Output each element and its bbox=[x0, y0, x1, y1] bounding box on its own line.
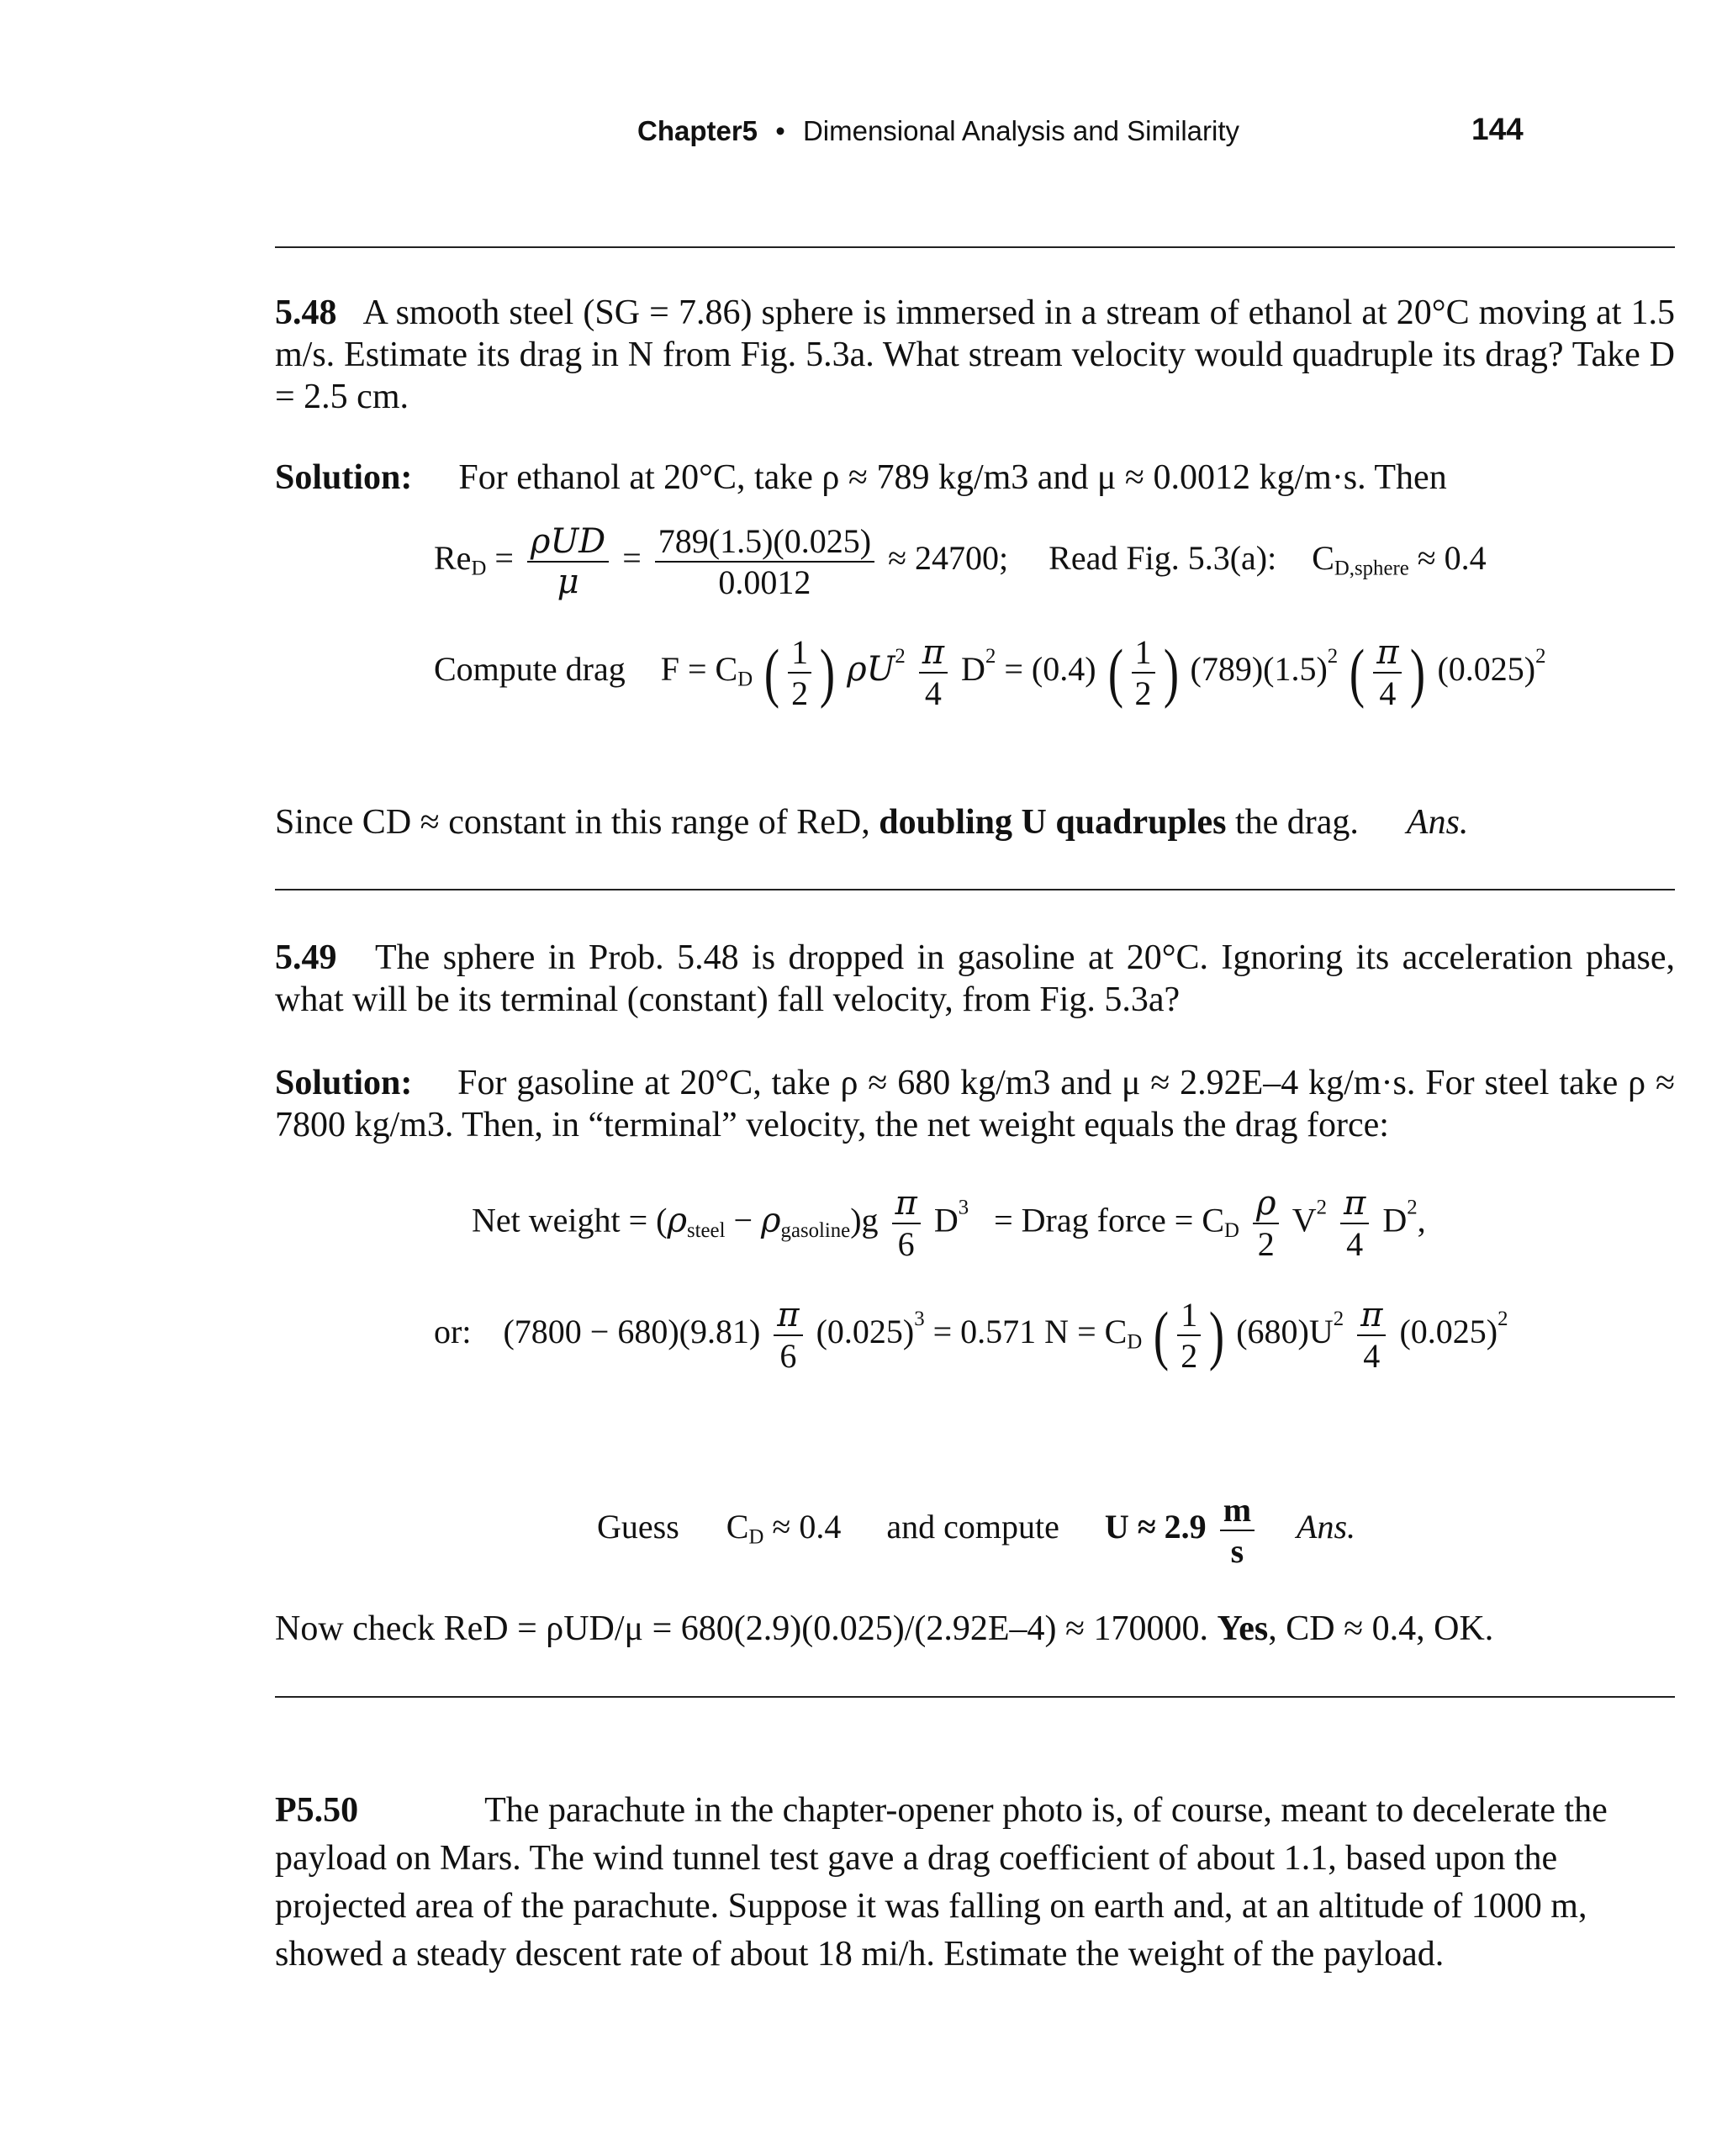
frac-num: ρUD bbox=[527, 522, 609, 563]
frac-den: μ bbox=[557, 563, 579, 601]
fraction-pi-4 bbox=[919, 633, 948, 713]
problem-5-48-statement bbox=[275, 292, 1675, 418]
fraction-values bbox=[655, 521, 874, 602]
problem-text: The sphere in Prob. 5.48 is dropped in gasoline at 20°C. Ignoring its acceleration phase, what will be its terminal (constant) fall velocity, from Fig. 5.3a? bbox=[275, 938, 1675, 1019]
problem-number: 5.48 bbox=[275, 293, 337, 332]
fraction-rho-2 bbox=[1253, 1184, 1280, 1264]
frac-den: 2 bbox=[1257, 1225, 1275, 1263]
fraction-half bbox=[1177, 1295, 1201, 1376]
net-weight-equation: Net weight = $(\rho_{steel} - \rho_{gasoline})g$ $\frac{\pi}{6}$ $D^3$ = Drag force = $C_D$ $\frac{\rho}{2}$ $V^2$ $\frac{\pi}{4}$ $D^2$, bbox=[472, 1184, 1426, 1263]
rho-symbol: ρ bbox=[761, 1201, 781, 1240]
answer-label: Ans. bbox=[1297, 1508, 1356, 1546]
fraction-pi-4 bbox=[1340, 1184, 1369, 1264]
cd-symbol: C bbox=[726, 1508, 749, 1546]
cd-value: ≈ 0.4 bbox=[1417, 539, 1487, 578]
conclusion-post: the drag. bbox=[1234, 803, 1359, 842]
frac-num: π bbox=[1373, 633, 1402, 674]
frac-den: 4 bbox=[1346, 1225, 1364, 1263]
check-post: , CD ≈ 0.4, OK. bbox=[1268, 1609, 1494, 1648]
rho-symbol: ρ bbox=[667, 1201, 688, 1240]
frac-den: 0.0012 bbox=[718, 563, 811, 601]
answer-label: Ans. bbox=[1406, 803, 1469, 842]
check-line bbox=[275, 1608, 1493, 1650]
drag-values: (789)(1.5) bbox=[1190, 650, 1328, 689]
solution-text: For gasoline at 20°C, take ρ ≈ 680 kg/m3 and μ ≈ 2.92E–4 kg/m·s. For steel take ρ ≈ 7800 kg/m3. Then, in “terminal” velocity, the net weight equals the drag force: bbox=[275, 1064, 1676, 1144]
rho-u: ρU bbox=[847, 650, 895, 690]
frac-den: 2 bbox=[791, 674, 809, 712]
problem-text: A smooth steel (SG = 7.86) sphere is immersed in a stream of ethanol at 20°C moving at 1.5 m/s. Estimate its drag in N from Fig. 5.3a. What stream velocity would quadruple its drag? Take D = 2.5 cm. bbox=[275, 293, 1676, 416]
read-fig: Read Fig. 5.3(a): bbox=[1049, 539, 1277, 578]
minus-sign: − bbox=[733, 1201, 753, 1239]
or-label: or: bbox=[434, 1313, 472, 1351]
cd-value: = (0.4) bbox=[1004, 650, 1096, 689]
or-mid: (0.025) bbox=[816, 1313, 915, 1351]
fraction-pi-6 bbox=[892, 1184, 921, 1264]
diameter-value: (0.025) bbox=[1437, 650, 1536, 689]
frac-num: 789(1.5)(0.025) bbox=[655, 521, 874, 563]
d-sub: D bbox=[1224, 1218, 1239, 1242]
or-equals: = 0.571 N = C bbox=[932, 1313, 1128, 1351]
frac-den: 4 bbox=[1363, 1336, 1381, 1375]
d-sub: D bbox=[1127, 1330, 1143, 1354]
reynolds-equation: $Re_D$ = $\frac{\text{ρUD}}{\mu}$ = $\frac{789(1.5)(0.025)}{0.0012}$ ≈ 24700; Read Fig. 5.3(a): $C_{D,sphere} \approx 0.4$ bbox=[434, 522, 1487, 601]
divider bbox=[275, 1696, 1675, 1698]
frac-num: 1 bbox=[1177, 1295, 1201, 1336]
velocity: V bbox=[1292, 1201, 1317, 1239]
problem-number: 5.49 bbox=[275, 938, 337, 977]
frac-den: 6 bbox=[779, 1336, 797, 1375]
unit-m-per-s bbox=[1220, 1490, 1255, 1571]
running-header bbox=[637, 115, 1239, 147]
conclusion-5-48 bbox=[275, 801, 1468, 843]
conclusion-pre: Since CD ≈ constant in this range of ReD, bbox=[275, 803, 870, 842]
guess-line bbox=[597, 1490, 1355, 1571]
frac-num: π bbox=[774, 1296, 802, 1336]
frac-num: π bbox=[919, 633, 948, 674]
steel-sub: steel bbox=[687, 1218, 726, 1242]
fraction-pi-4 bbox=[1357, 1296, 1386, 1376]
frac-den: 4 bbox=[1379, 674, 1397, 712]
frac-num: m bbox=[1220, 1490, 1255, 1531]
drag-f: F = C bbox=[660, 650, 738, 689]
frac-num: π bbox=[1357, 1296, 1386, 1336]
header-bullet: • bbox=[775, 115, 785, 146]
problem-5-50-statement bbox=[275, 1787, 1675, 1979]
drag-label: Compute drag bbox=[434, 650, 626, 689]
d-term: D bbox=[933, 1201, 959, 1239]
fraction-pi-4 bbox=[1373, 633, 1402, 713]
or-right: (680)U bbox=[1236, 1313, 1334, 1351]
solution-label: Solution: bbox=[275, 1064, 413, 1102]
frac-num: 1 bbox=[1132, 632, 1155, 674]
check-pre: Now check ReD = ρUD/μ = 680(2.9)(0.025)/(2.92E–4) ≈ 170000. bbox=[275, 1609, 1209, 1648]
divider bbox=[275, 889, 1675, 890]
frac-num: ρ bbox=[1253, 1184, 1280, 1224]
conclusion-bold: doubling U quadruples bbox=[879, 803, 1227, 842]
frac-den: 6 bbox=[897, 1225, 915, 1263]
diameter-value: (0.025) bbox=[1399, 1313, 1498, 1351]
cd-sub: D bbox=[748, 1525, 764, 1549]
or-equation: or: (7800 − 680)(9.81) $\frac{\pi}{6}$ $(0.025)^3 = 0.571$ $N = C_D$ ( $\frac{1}{2}$ ) $(680)U^2$ $\frac{\pi}{4}$ $(0.025)^2$ bbox=[434, 1295, 1508, 1375]
frac-den: 2 bbox=[1134, 674, 1152, 712]
chapter-title: Dimensional Analysis and Similarity bbox=[802, 115, 1239, 146]
frac-den: 4 bbox=[924, 674, 942, 712]
frac-num: π bbox=[892, 1184, 921, 1224]
cd-symbol: C bbox=[1312, 539, 1334, 578]
compute-label: and compute bbox=[886, 1508, 1059, 1546]
re-lhs: Re bbox=[434, 539, 472, 578]
fraction-rho-ud-mu bbox=[527, 522, 609, 601]
d-term: D bbox=[961, 650, 985, 689]
velocity-result: U ≈ 2.9 bbox=[1104, 1508, 1207, 1546]
or-left: (7800 − 680)(9.81) bbox=[503, 1313, 761, 1351]
d-term: D bbox=[1382, 1201, 1408, 1239]
net-label: Net weight = ( bbox=[472, 1201, 668, 1239]
comma: , bbox=[1417, 1201, 1426, 1239]
solution-label: Solution: bbox=[275, 458, 413, 497]
page-number: 144 bbox=[1471, 112, 1524, 146]
frac-den: s bbox=[1230, 1532, 1244, 1570]
re-result: ≈ 24700; bbox=[888, 539, 1009, 578]
problem-text: The parachute in the chapter-opener photo is, of course, meant to decelerate the payload on Mars. The wind tunnel test gave a drag coefficient of about 1.1, based upon the projected area of the parachute. Suppose it was falling on earth and, at an altitude of 1000 m, showed a steady descent rate of about 18 mi/h. Estimate the weight of the payload. bbox=[275, 1791, 1608, 1974]
solution-5-48-intro bbox=[275, 457, 1447, 499]
fraction-pi-6 bbox=[774, 1296, 802, 1376]
frac-num: π bbox=[1340, 1184, 1369, 1224]
divider bbox=[275, 246, 1675, 248]
problem-5-49-statement bbox=[275, 937, 1675, 1021]
re-sub: D bbox=[471, 557, 487, 580]
solution-intro-text: For ethanol at 20°C, take ρ ≈ 789 kg/m3 and μ ≈ 0.0012 kg/m·s. Then bbox=[458, 458, 1447, 497]
drag-force: = Drag force = C bbox=[994, 1201, 1225, 1239]
drag-sub: D bbox=[737, 668, 753, 691]
solution-5-49 bbox=[275, 1062, 1675, 1146]
check-bold: Yes bbox=[1217, 1609, 1269, 1648]
frac-den: 2 bbox=[1181, 1337, 1198, 1375]
drag-equation: Compute drag $F = C_D$ ( $\frac{1}{2}$ ) $\rho U^2$ $\frac{\pi}{4}$ $D^2 = (0.4)$ ( $\frac{1}{2}$ ) $(789)(1.5)^2$ ( $\frac{\pi}{4}$ ) $(0.025)^2$ bbox=[434, 632, 1546, 712]
cd-sub: D,sphere bbox=[1334, 557, 1409, 580]
gravity: )g bbox=[850, 1201, 879, 1239]
fraction-half bbox=[788, 632, 811, 713]
cd-value: ≈ 0.4 bbox=[772, 1508, 842, 1546]
problem-number: P5.50 bbox=[275, 1791, 359, 1830]
frac-num: 1 bbox=[788, 632, 811, 674]
gasoline-sub: gasoline bbox=[780, 1218, 851, 1242]
guess-label: Guess bbox=[597, 1508, 679, 1546]
chapter-label: Chapter5 bbox=[637, 115, 758, 146]
fraction-half bbox=[1132, 632, 1155, 713]
